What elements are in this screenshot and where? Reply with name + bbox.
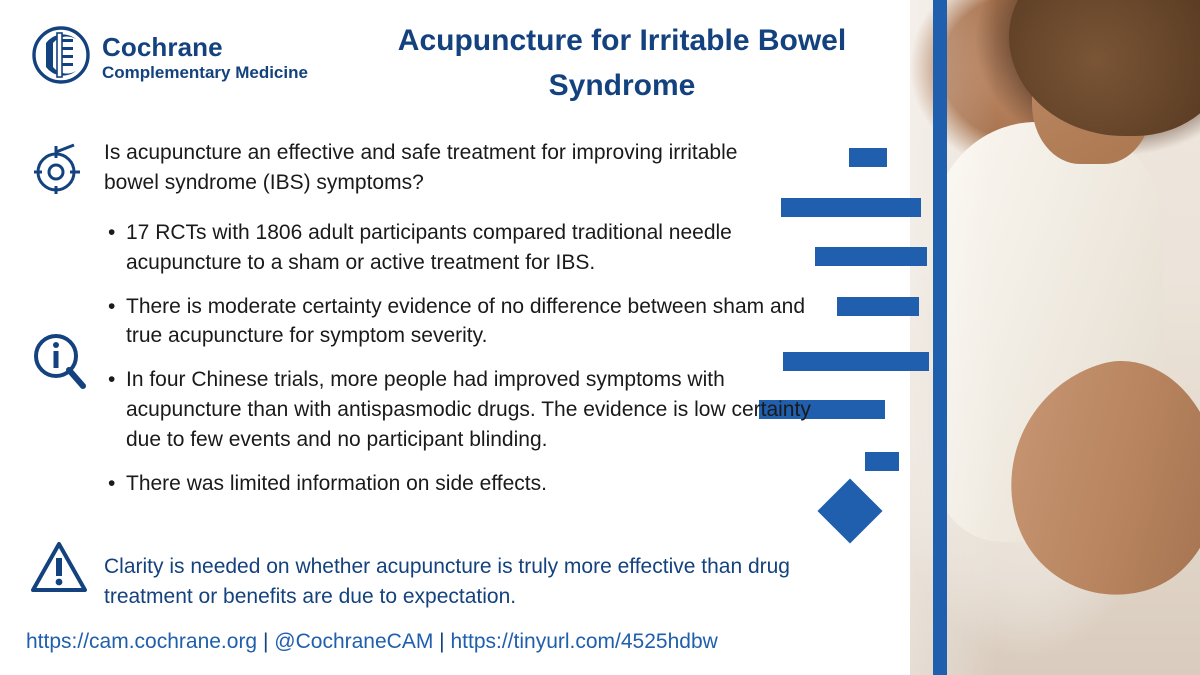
footer-separator: | <box>262 630 269 653</box>
cochrane-logo-text <box>102 33 308 82</box>
list-item: • In four Chinese trials, more people had improved symptoms with acupuncture than with antispasmodic drugs. The evidence is low certainty due to few events and no participant blinding. <box>104 365 824 454</box>
forest-plot-axis <box>933 0 947 675</box>
footer-separator: | <box>439 630 445 653</box>
forest-plot-bar <box>815 247 927 266</box>
cochrane-logo-icon <box>32 26 90 89</box>
brand-title: Cochrane <box>102 31 223 62</box>
photo-woman-abdominal-pain <box>910 0 1200 675</box>
forest-plot-bar <box>849 148 887 167</box>
photo-overlay <box>910 0 1200 675</box>
forest-plot-bar <box>781 198 921 217</box>
list-item: • 17 RCTs with 1806 adult participants compared traditional needle acupuncture to a sham or active treatment for IBS. <box>104 218 824 278</box>
website-link[interactable]: https://cam.cochrane.org <box>26 630 258 653</box>
page-title: Acupuncture for Irritable Bowel Syndrome <box>397 24 847 102</box>
short-link[interactable]: https://tinyurl.com/4525hdbw <box>450 630 718 653</box>
magnifier-info-icon <box>30 330 86 397</box>
forest-plot-bar <box>865 452 899 471</box>
warning-triangle-icon <box>30 540 88 599</box>
brand-subtitle: Complementary Medicine <box>102 62 308 82</box>
list-item: • There is moderate certainty evidence of no difference between sham and true acupuncture for symptom severity. <box>104 292 824 352</box>
footer-links <box>26 630 718 654</box>
forest-plot-bar <box>837 297 919 316</box>
target-icon <box>30 142 84 201</box>
cochrane-logo <box>32 26 308 89</box>
list-item: • There was limited information on side effects. <box>104 469 824 499</box>
social-handle[interactable]: @CochraneCAM <box>274 630 434 653</box>
conclusion-text: Clarity is needed on whether acupuncture is truly more effective than drug treatment or benefits are due to expectation. <box>104 555 790 609</box>
forest-plot-diamond <box>817 478 882 543</box>
research-question: Is acupuncture an effective and safe treatment for improving irritable bowel syndrome (IBS) symptoms? <box>104 141 738 195</box>
key-findings-list <box>104 218 824 513</box>
